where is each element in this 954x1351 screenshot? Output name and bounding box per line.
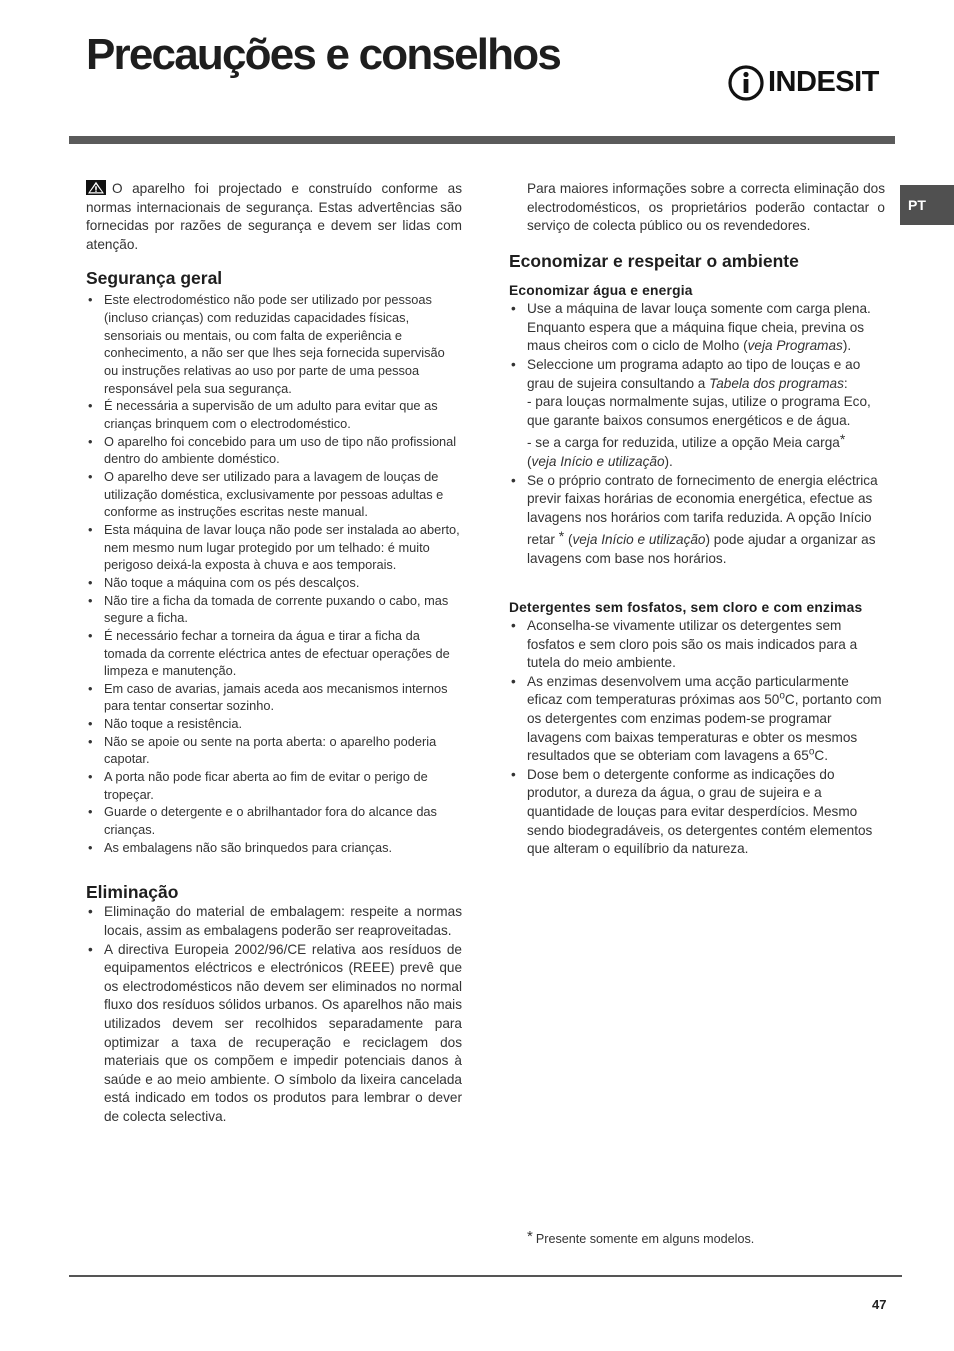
intro-paragraph <box>86 180 462 254</box>
list-item: • O aparelho foi concebido para um uso de tipo não profissional dentro do ambiente doméstico. <box>86 433 462 468</box>
subheading-water-energy: Economizar água e energia <box>509 282 693 298</box>
header-rule <box>69 136 895 144</box>
footer-rule <box>69 1275 902 1277</box>
list-item: • Use a máquina de lavar louça somente com carga plena. Enquanto espera que a máquina fique cheia, previna os maus cheiros com o ciclo de Molho (veja Programas). <box>509 300 885 356</box>
list-item: • Eliminação do material de embalagem: respeite a normas locais, assim as embalagens poderão ser reaproveitadas. <box>86 903 462 940</box>
right-column <box>509 180 885 859</box>
left-column <box>86 180 462 1127</box>
list-item: • Em caso de avarias, jamais aceda aos mecanismos internos para tentar consertar sozinho. <box>86 680 462 715</box>
brand-name: INDESIT <box>768 66 879 98</box>
page-title: Precauções e conselhos <box>86 30 560 79</box>
list-item: • Esta máquina de lavar louça não pode ser instalada ao aberto, nem mesmo num lugar protegido por um telhado: é muito perigoso deixá-la exposta à chuva e aos temporais. <box>86 521 462 574</box>
list-item: • Este electrodoméstico não pode ser utilizado por pessoas (incluso crianças) com reduzidas capacidades físicas, sensoriais ou mentais, ou com falta de experiência e conhecimento, a não ser que lhes seja fornecida supervisão ou instruções relativas ao uso por parte de uma pessoa responsável pela sua segurança. <box>86 291 462 397</box>
section-heading-disposal: Eliminação <box>86 882 179 903</box>
list-item: • Guarde o detergente e o abrilhantador fora do alcance das crianças. <box>86 803 462 838</box>
info-circle-icon <box>728 62 768 104</box>
disposal-continuation: Para maiores informações sobre a correcta eliminação dos electrodomésticos, os proprietários poderão contactar o serviço de colecta público ou os revendedores. <box>527 181 885 234</box>
footnote: * Presente somente em alguns modelos. <box>527 1228 755 1246</box>
intro-text: O aparelho foi projectado e construído conforme as normas internacionais de segurança. Estas advertências são fornecidas por razões de segurança e devem ser lidas com atenção. <box>86 181 462 252</box>
list-item: • É necessário fechar a torneira da água e tirar a ficha da tomada da corrente eléctrica antes de efectuar operações de limpeza e manutenção. <box>86 627 462 680</box>
language-tab: PT <box>900 185 954 225</box>
page-number: 47 <box>872 1297 887 1312</box>
list-item: • Não toque a máquina com os pés descalços. <box>86 574 462 592</box>
list-item: • Não se apoie ou sente na porta aberta: o aparelho poderia capotar. <box>86 733 462 768</box>
detergents-list <box>509 617 885 859</box>
indesit-logo <box>728 62 880 104</box>
list-item: • A directiva Europeia 2002/96/CE relativa aos resíduos de equipamentos eléctricos e electrónicos (REEE) prevê que os electrodomésticos não devem ser eliminados no normal fluxo dos resíduos sólidos urbanos. Os aparelhos não mais utilizados devem ser recolhidos separadamente para optimizar a taxa de recuperação e reciclagem dos materiais que os compõem e impedir potenciais danos à saúde e ao meio ambiente. O símbolo da lixeira cancelada está indicado em todos os produtos para lembrar o dever de colecta selectiva. <box>86 941 462 1127</box>
list-item: • As embalagens não são brinquedos para crianças. <box>86 839 462 857</box>
water-energy-list <box>509 300 885 568</box>
safety-list <box>86 291 462 856</box>
list-item: • O aparelho deve ser utilizado para a lavagem de louças de utilização doméstica, exclusivamente por pessoas adultas e conforme as instruções escritas neste manual. <box>86 468 462 521</box>
disposal-list <box>86 903 462 1126</box>
section-heading-safety: Segurança geral <box>86 268 223 289</box>
list-item: • É necessária a supervisão de um adulto para evitar que as crianças brinquem com o electrodoméstico. <box>86 397 462 432</box>
list-item: • Seleccione um programa adapto ao tipo de louças e ao grau de sujeira consultando a Tabela dos programas: - para louças normalmente sujas, utilize o programa Eco, que garante baixos consumos energéticos e de água. - se a carga for reduzida, utilize a opção Meia carga* (veja Início e utilização). <box>509 356 885 472</box>
list-item: • A porta não pode ficar aberta ao fim de evitar o perigo de tropeçar. <box>86 768 462 803</box>
list-item: • As enzimas desenvolvem uma acção particularmente eficaz com temperaturas próximas aos 50$^o$C, portanto com os detergentes com enzimas podem-se programar lavagens com baixas temperaturas e obter os mesmos resultados que se obteriam com lavagens a 65$^o$C. <box>509 673 885 766</box>
list-item: • Aconselha-se vivamente utilizar os detergentes sem fosfatos e sem cloro pois são os mais indicados para a tutela do meio ambiente. <box>509 617 885 673</box>
list-item: • Se o próprio contrato de fornecimento de energia eléctrica previr faixas horárias de economia energética, efectue as lavagens nos horários com tarifa reduzida. A opção Início retar * (veja Início e utilização) pode ajudar a organizar as lavagens com base nos horários. <box>509 472 885 569</box>
list-item: • Não tire a ficha da tomada de corrente puxando o cabo, mas segure a ficha. <box>86 592 462 627</box>
list-item: • Dose bem o detergente conforme as indicações do produtor, a dureza da água, o grau de sujeira e a quantidade de louças para evitar desperdícios. Mesmo sendo biodegradáveis, os detergentes contém elementos que alteram o equilíbrio da natureza. <box>509 766 885 859</box>
subheading-detergents: Detergentes sem fosfatos, sem cloro e com enzimas <box>509 599 863 615</box>
warning-icon <box>86 180 106 195</box>
section-heading-environment: Economizar e respeitar o ambiente <box>509 250 799 271</box>
list-item: • Não toque a resistência. <box>86 715 462 733</box>
